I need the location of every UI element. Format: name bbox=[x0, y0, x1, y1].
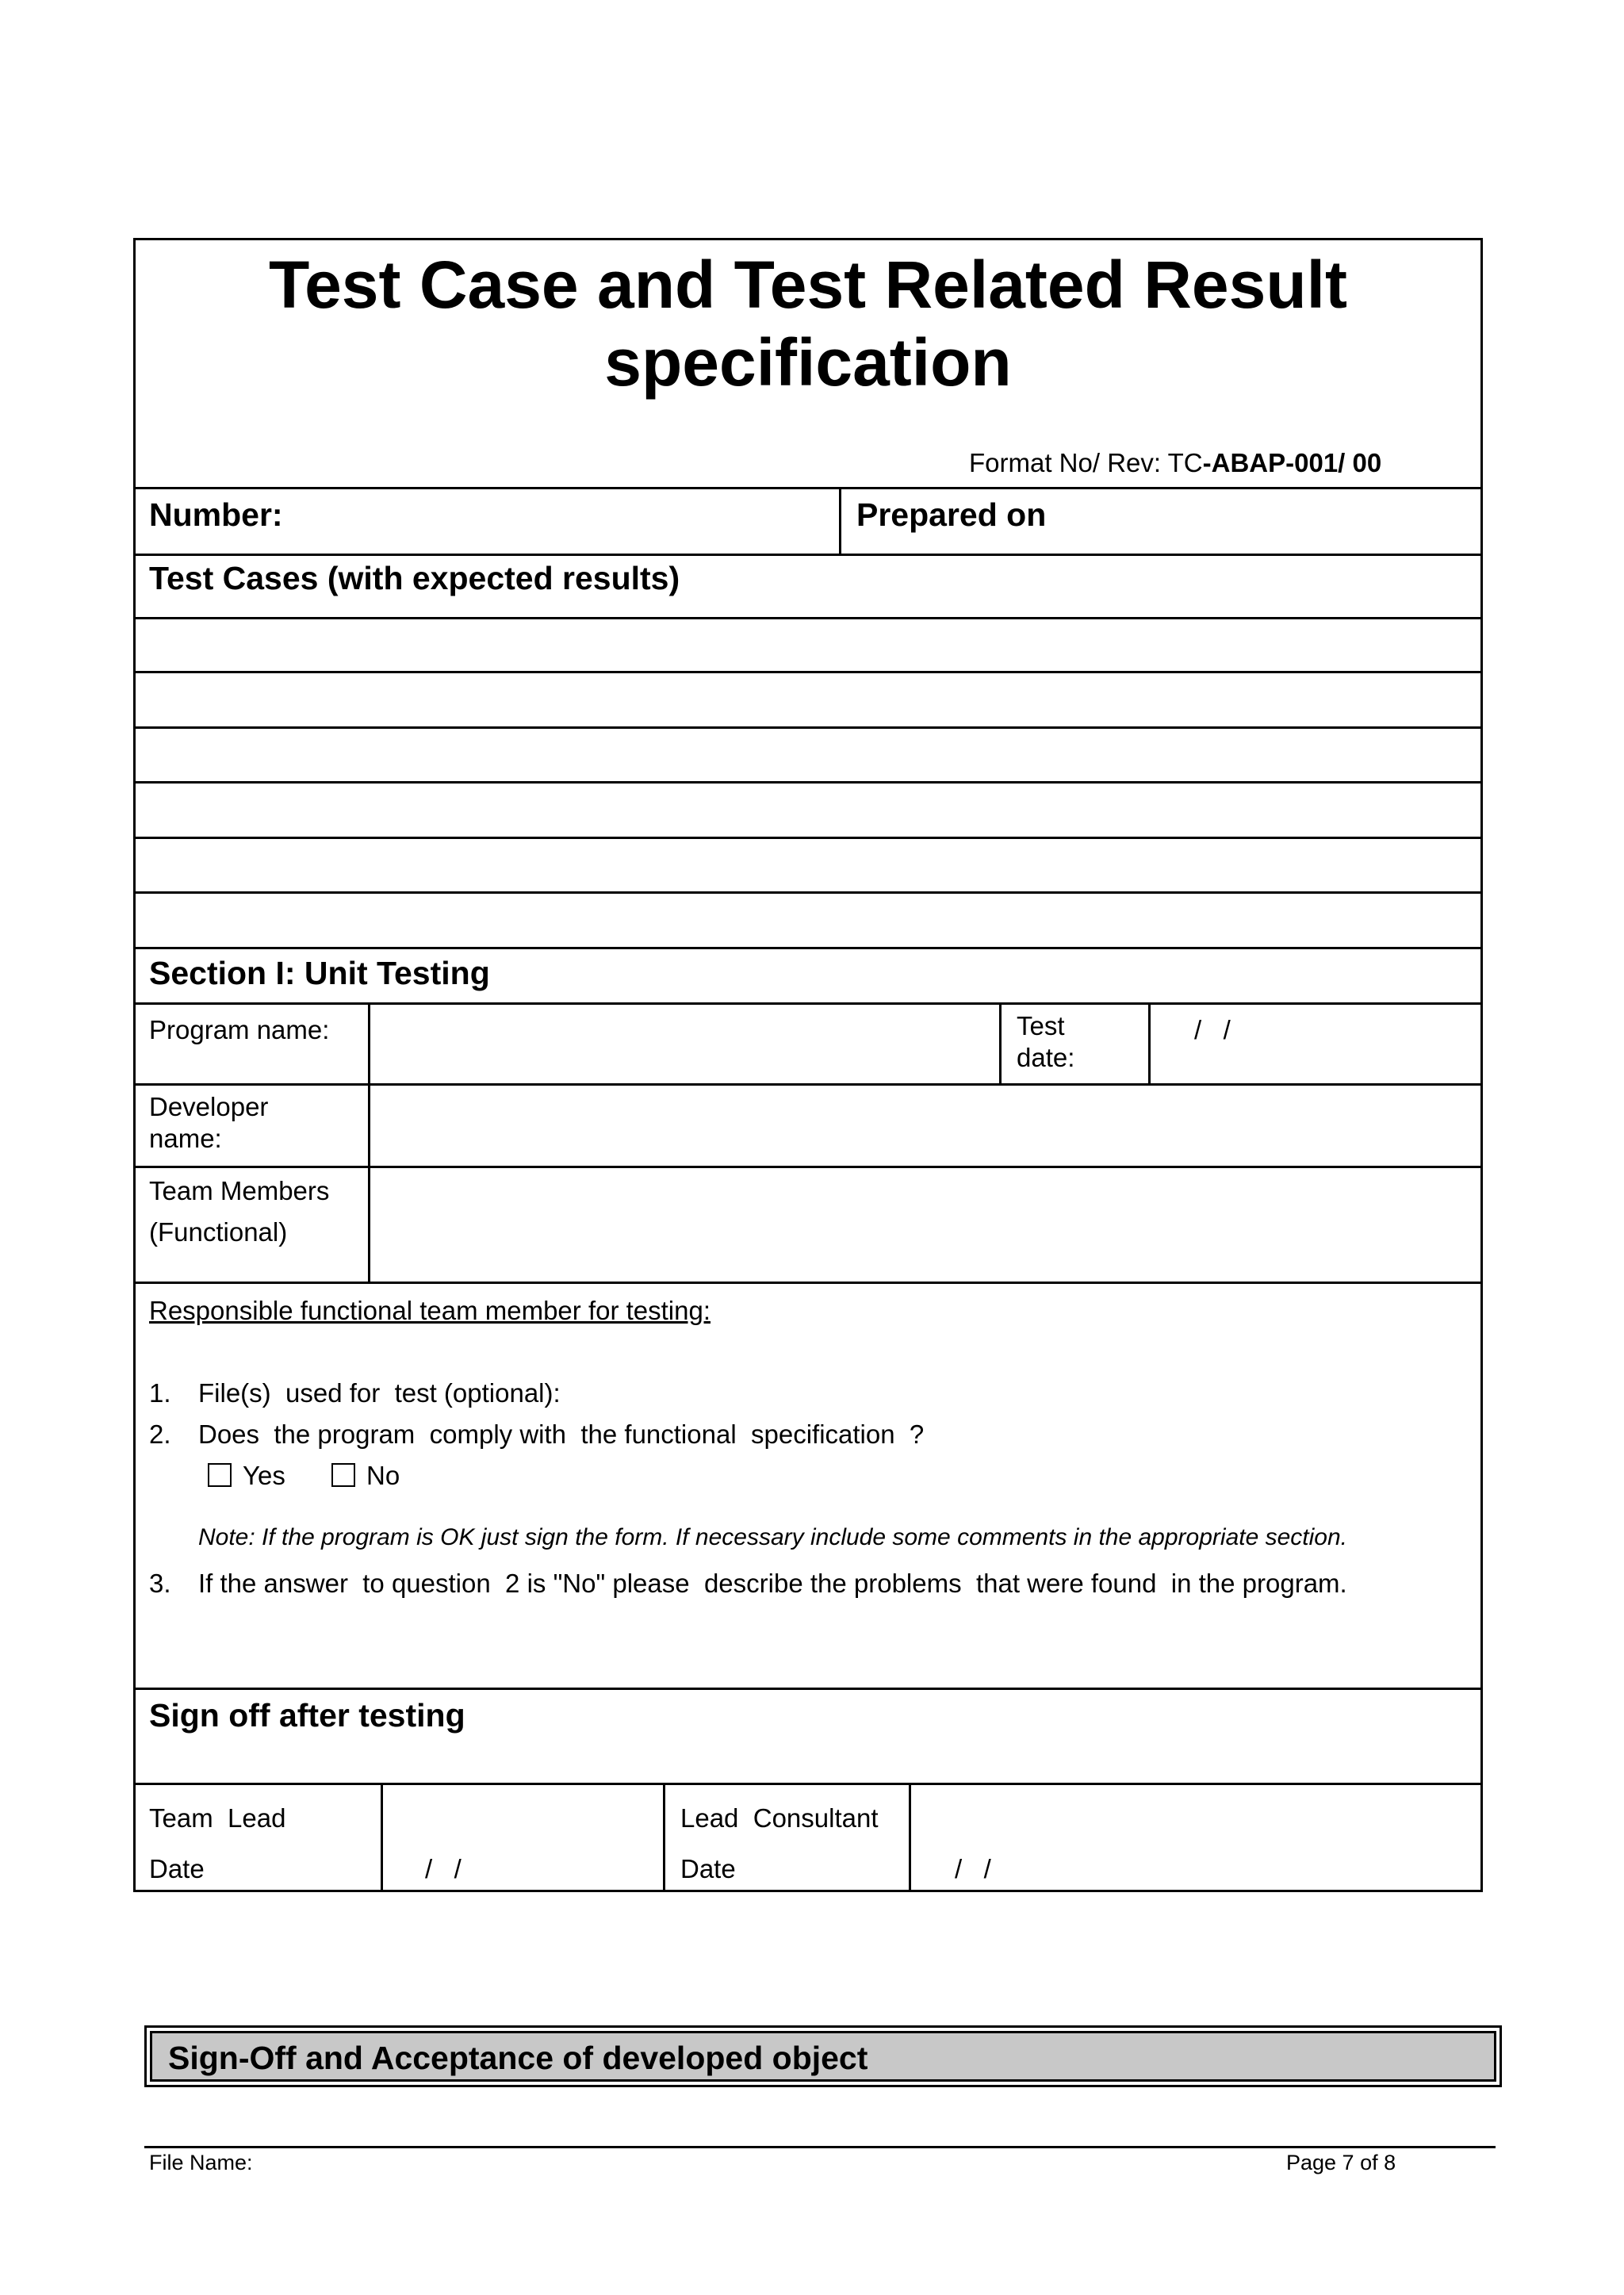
acceptance-box bbox=[144, 2025, 1502, 2087]
item-1-number: 1. bbox=[149, 1378, 171, 1408]
responsible-heading: Responsible functional team member for testing: bbox=[149, 1296, 711, 1325]
divider bbox=[133, 1282, 1483, 1284]
lead-consultant-signature-field[interactable] bbox=[911, 1785, 1480, 1890]
test-case-row-4[interactable] bbox=[136, 784, 1480, 837]
sign-off-heading: Sign off after testing bbox=[149, 1697, 465, 1734]
test-date-label-line-1: Test bbox=[1017, 1011, 1065, 1040]
item-1-text: File(s) used for test (optional): bbox=[198, 1378, 561, 1408]
format-code: -ABAP-001/ 00 bbox=[1202, 448, 1382, 477]
divider bbox=[133, 487, 1483, 489]
lead-consultant-date-label: Date bbox=[680, 1854, 736, 1883]
team-label-line-2: (Functional) bbox=[149, 1217, 288, 1247]
footer-divider bbox=[144, 2146, 1496, 2148]
test-case-row-2[interactable] bbox=[136, 673, 1480, 726]
column-divider bbox=[663, 1783, 665, 1892]
title-line-2: specification bbox=[604, 325, 1012, 400]
program-name-field[interactable] bbox=[370, 1005, 999, 1083]
team-lead-date-label: Date bbox=[149, 1854, 205, 1883]
format-label: Format No/ Rev: TC bbox=[969, 448, 1203, 477]
team-lead-date-field[interactable]: / / bbox=[425, 1854, 462, 1883]
divider bbox=[133, 947, 1483, 949]
test-cases-heading: Test Cases (with expected results) bbox=[149, 560, 680, 596]
no-option[interactable] bbox=[331, 1456, 400, 1496]
format-number bbox=[969, 448, 1381, 478]
item-3-text: If the answer to question 2 is "No" please describe the problems that were found in the program. bbox=[198, 1569, 1347, 1598]
developer-name-label bbox=[149, 1091, 268, 1155]
acceptance-heading: Sign-Off and Acceptance of developed object bbox=[150, 2031, 1496, 2082]
test-date-field[interactable]: / / bbox=[1194, 1015, 1231, 1044]
test-case-row-1[interactable] bbox=[136, 619, 1480, 671]
item-2-text: Does the program comply with the functional specification ? bbox=[198, 1420, 925, 1449]
team-members-field[interactable] bbox=[370, 1168, 1480, 1282]
test-date-label-line-2: date: bbox=[1017, 1043, 1075, 1072]
item-3-number: 3. bbox=[149, 1569, 171, 1598]
lead-consultant-label: Lead Consultant bbox=[680, 1803, 879, 1833]
team-label-line-1: Team Members bbox=[149, 1176, 330, 1205]
test-case-row-5[interactable] bbox=[136, 839, 1480, 891]
divider bbox=[133, 554, 1483, 556]
team-members-label bbox=[149, 1170, 329, 1253]
section-1-heading: Section I: Unit Testing bbox=[149, 955, 490, 991]
item-2-number: 2. bbox=[149, 1420, 171, 1449]
column-divider bbox=[1148, 1002, 1151, 1085]
lead-consultant-date-field[interactable]: / / bbox=[955, 1854, 991, 1883]
number-label: Number: bbox=[149, 496, 283, 533]
yes-checkbox[interactable] bbox=[208, 1463, 232, 1487]
yes-label: Yes bbox=[243, 1461, 285, 1490]
divider bbox=[133, 1688, 1483, 1690]
developer-name-field[interactable] bbox=[370, 1086, 1480, 1166]
column-divider bbox=[839, 487, 841, 555]
program-name-label: Program name: bbox=[149, 1015, 330, 1044]
test-case-row-6[interactable] bbox=[136, 894, 1480, 947]
developer-label-line-2: name: bbox=[149, 1124, 222, 1153]
page-title bbox=[133, 246, 1483, 401]
title-line-1: Test Case and Test Related Result bbox=[269, 247, 1347, 322]
note-text: Note: If the program is OK just sign the form. If necessary include some comments in the appropriate section. bbox=[198, 1524, 1347, 1550]
footer-file-name: File Name: bbox=[149, 2151, 253, 2174]
footer-page-number: Page 7 of 8 bbox=[1286, 2151, 1396, 2174]
no-checkbox[interactable] bbox=[331, 1463, 355, 1487]
prepared-on-label: Prepared on bbox=[856, 496, 1047, 533]
developer-label-line-1: Developer bbox=[149, 1092, 269, 1121]
test-date-label bbox=[1017, 1010, 1074, 1074]
column-divider bbox=[999, 1002, 1002, 1085]
team-lead-label: Team Lead bbox=[149, 1803, 286, 1833]
yes-option[interactable] bbox=[208, 1456, 285, 1496]
no-label: No bbox=[366, 1461, 400, 1490]
test-case-row-3[interactable] bbox=[136, 729, 1480, 781]
